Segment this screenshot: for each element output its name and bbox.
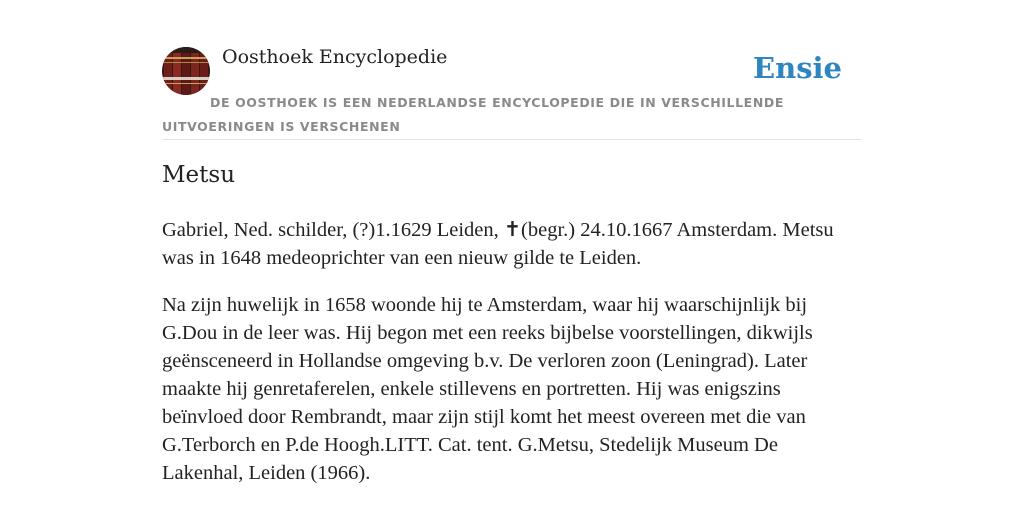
site-tagline: DE OOSTHOEK IS EEN NEDERLANDSE ENCYCLOPEDIE DIE IN VERSCHILLENDE UITVOERINGEN IS VERSCHENEN xyxy=(162,95,784,134)
book-spines-icon xyxy=(162,47,210,95)
article-paragraph: Na zijn huwelijk in 1658 woonde hij te Amsterdam, waar hij waarschijnlijk bij G.Dou in de leer was. Hij begon met een reeks bijbelse voorstellingen, dikwijls geënsceneerd in Hollandse omgeving b.v. De verloren zoon (Leningrad). Later maakte hij genretaferelen, enkele stillevens en portretten. Hij was enigszins beïnvloed door Rembrandt, maar zijn stijl komt het meest overeen met die van G.Terborch en P.de Hoogh.LITT. Cat. tent. G.Metsu, Stedelijk Museum De Lakenhal, Leiden (1966). xyxy=(162,294,813,484)
avatar[interactable] xyxy=(162,47,210,95)
article-paragraph: Gabriel, Ned. schilder, (?)1.1629 Leiden, ✝(begr.) 24.10.1667 Amsterdam. Metsu was in 1648 medeoprichter van een nieuw gilde te Leiden. xyxy=(162,219,834,269)
article-body xyxy=(162,216,862,506)
article-title: Metsu xyxy=(162,162,236,188)
brand-logo[interactable]: Ensie xyxy=(753,51,842,85)
site-title[interactable]: Oosthoek Encyclopedie xyxy=(222,46,448,68)
header-divider xyxy=(162,139,862,140)
